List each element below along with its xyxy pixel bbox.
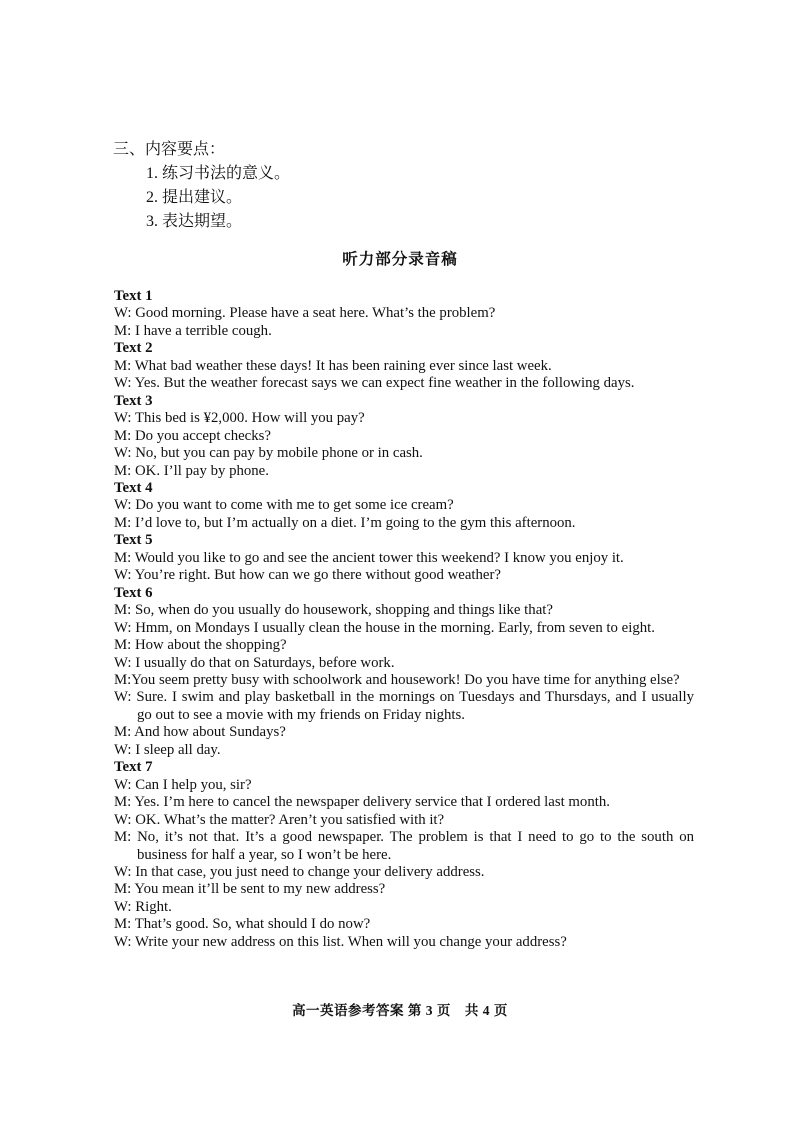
- dialogue-line: W: Sure. I swim and play basketball in the mornings on Tuesdays and Thursdays, and I usually go out to see a movie with my friends on Friday nights.: [114, 689, 694, 723]
- text-label: Text 4: [114, 479, 153, 496]
- text-label: Text 3: [114, 392, 153, 409]
- text-label: Text 7: [114, 759, 153, 776]
- dialogue-line: W: Hmm, on Mondays I usually clean the house in the morning. Early, from seven to eight.: [114, 619, 655, 636]
- point-item: 1. 练习书法的意义。: [146, 165, 291, 182]
- dialogue-line: M: And how about Sundays?: [114, 724, 286, 741]
- dialogue-line: M: OK. I’ll pay by phone.: [114, 462, 269, 479]
- dialogue-line: M: I’d love to, but I’m actually on a diet. I’m going to the gym this afternoon.: [114, 514, 576, 531]
- dialogue-line: M:You seem pretty busy with schoolwork and housework! Do you have time for anything else?: [114, 671, 680, 688]
- text-label: Text 1: [114, 288, 153, 304]
- point-item: 2. 提出建议。: [146, 189, 243, 206]
- dialogue-line: W: I sleep all day.: [114, 741, 221, 758]
- text-label: Text 5: [114, 532, 153, 549]
- dialogue-line: W: You’re right. But how can we go there without good weather?: [114, 567, 501, 584]
- dialogue-line: M: Would you like to go and see the ancient tower this weekend? I know you enjoy it.: [114, 549, 624, 566]
- page-title: 听力部分录音稿: [342, 251, 458, 268]
- dialogue-line: M: So, when do you usually do housework, shopping and things like that?: [114, 602, 553, 619]
- dialogue-line: M: I have a terrible cough.: [114, 322, 272, 339]
- dialogue-line: W: In that case, you just need to change your delivery address.: [114, 863, 485, 880]
- dialogue-line: W: This bed is ¥2,000. How will you pay?: [114, 410, 365, 427]
- dialogue-line: M: No, it’s not that. It’s a good newspaper. The problem is that I need to go to the south on business for half a year, so I won’t be here.: [114, 829, 694, 863]
- dialogue-line: M: Do you accept checks?: [114, 427, 271, 444]
- dialogue-line: W: Do you want to come with me to get some ice cream?: [114, 497, 454, 514]
- text-label: Text 2: [114, 340, 153, 357]
- text-label: Text 6: [114, 584, 153, 601]
- dialogue-line: M: How about the shopping?: [114, 637, 287, 654]
- content-points: [113, 138, 290, 234]
- dialogue-line: W: Right.: [114, 898, 172, 915]
- dialogue-line: M: That’s good. So, what should I do now?: [114, 916, 371, 933]
- dialogue-line: M: Yes. I’m here to cancel the newspaper delivery service that I ordered last month.: [114, 794, 610, 811]
- dialogue-line: M: What bad weather these days! It has been raining ever since last week.: [114, 357, 552, 374]
- point-item: 3. 表达期望。: [146, 213, 243, 230]
- dialogue-line: W: Good morning. Please have a seat here. What’s the problem?: [114, 305, 496, 322]
- page-footer: 高一英语参考答案 第 3 页 共 4 页: [292, 1003, 508, 1018]
- dialogue-line: M: You mean it’ll be sent to my new address?: [114, 881, 386, 898]
- dialogue-line: W: Yes. But the weather forecast says we can expect fine weather in the following days.: [114, 375, 635, 392]
- listening-script: [114, 288, 694, 951]
- dialogue-line: W: I usually do that on Saturdays, before work.: [114, 654, 395, 671]
- dialogue-line: W: Can I help you, sir?: [114, 776, 252, 793]
- dialogue-line: W: OK. What’s the matter? Aren’t you satisfied with it?: [114, 811, 445, 828]
- dialogue-line: W: Write your new address on this list. When will you change your address?: [114, 933, 567, 950]
- dialogue-line: W: No, but you can pay by mobile phone or in cash.: [114, 445, 423, 462]
- section-heading: 三、内容要点：: [113, 141, 226, 158]
